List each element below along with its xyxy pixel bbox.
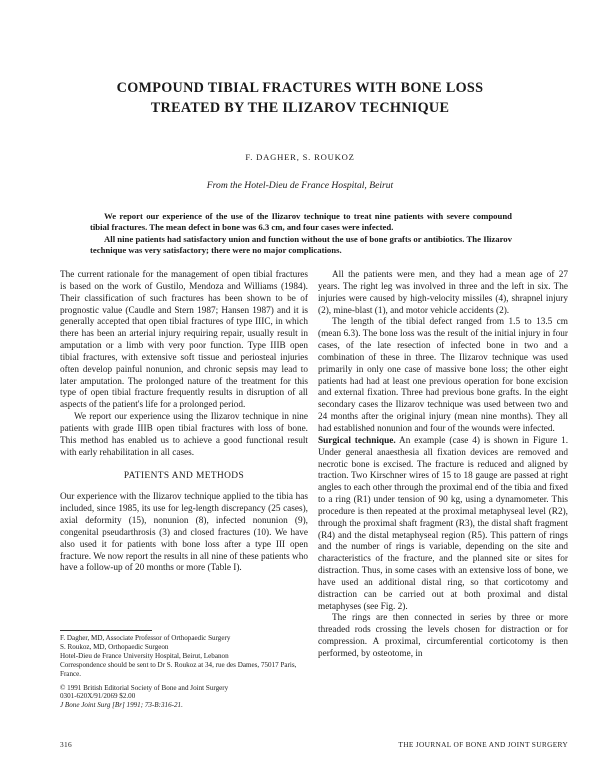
footnote-author-2: S. Roukoz, MD, Orthopaedic Surgeon	[60, 642, 169, 651]
footnote-author-1: F. Dagher, MD, Associate Professor of Orthopaedic Surgery	[60, 634, 231, 642]
journal-name: THE JOURNAL OF BONE AND JOINT SURGERY	[398, 740, 568, 749]
authors: F. DAGHER, S. ROUKOZ	[245, 152, 355, 162]
surgical-technique-label: Surgical technique.	[318, 435, 396, 446]
footnote-issn: 0301-620X/91/2069 $2.00	[60, 692, 136, 701]
footnote-copyright: © 1991 British Editorial Society of Bone and Joint Surgery	[60, 683, 229, 692]
right-column	[318, 270, 568, 661]
footnote-citation: J Bone Joint Surg [Br] 1991; 73-B:316-21.	[60, 701, 183, 710]
footnote-institution: Hotel-Dieu de France University Hospital, Beirut, Lebanon	[60, 651, 229, 660]
section-heading-patients-methods: PATIENTS AND METHODS	[123, 470, 245, 481]
intro-paragraph-1: The current rationale for the management of open tibial fractures is based on the work of Gustilo, Mendoza and Williams (1984). Their classification of such fractures has been shown to be of prognostic value (Caudle and Stern 1987; Hansen 1987) and it is generally accepted that open tibial fractures of type IIIC, in which there has been an arterial injury requiring repair, usually result in amputation or a limb with very poor function. Type IIIB open tibial fractures, with extensive soft tissue and periosteal injuries often develop painful nonunion, and chronic sepsis may lead to later amputation. The prolonged nature of the treatment for this type of open tibial fracture frequently results in disruption of all aspects of the patient's life for a prolonged period.	[60, 270, 308, 411]
abstract-paragraph-1: We report our experience of the use of the Ilizarov technique to treat nine patients with severe compound tibial fractures. The mean defect in bone was 6.3 cm, and four cases were infected.	[90, 211, 512, 233]
intro-paragraph-2: We report our experience using the Ilizarov technique in nine patients with grade IIIB open tibial fractures with loss of bone. This method has enabled us to achieve a good functional result with early rehabilitation in all cases.	[60, 412, 308, 458]
footnote-divider	[60, 630, 152, 631]
patients-paragraph-2: The length of the tibial defect ranged from 1.5 to 13.5 cm (mean 6.3). The bone loss was the result of the initial injury in four cases, of the late resection of infected bone in two and a combination of these in three. The Ilizarov technique was used primarily in only one case of massive bone loss; the other eight patients had had at least one previous operation for bone excision and external fixation. Three had previous bone grafts. In the eight secondary cases the Ilizarov technique was used between two and 24 months after the original injury (mean nine months). They all had established nonunion and four of the wounds were infected.	[318, 317, 568, 434]
page-number: 316	[60, 740, 72, 749]
affiliation: From the Hotel-Dieu de France Hospital, Beirut	[206, 180, 394, 191]
surgical-technique-paragraph	[318, 436, 568, 614]
rings-paragraph: The rings are then connected in series by three or more threaded rods crossing the levels chosen for distraction or for compression. A proximal, circumferential corticotomy is then performed, by osteotome, in	[318, 613, 568, 659]
abstract-paragraph-2: All nine patients had satisfactory union and function without the use of bone grafts or antibiotics. The Ilizarov technique was very satisfactory; there were no major complications.	[90, 233, 512, 255]
methods-paragraph-1: Our experience with the Ilizarov technique applied to the tibia has included, since 1985, its use for leg-length discrepancy (25 cases), axial deformity (15), nonunion (8), infected nonunion (9), congenital pseudarthrosis (3) and closed fractures (10). We have also used it for patients with bone loss after a type III open fracture. We now report the results in all nine of these patients who have a follow-up of 20 months or more (Table I).	[60, 492, 308, 574]
article-title-line-1: COMPOUND TIBIAL FRACTURES WITH BONE LOSS	[116, 80, 484, 96]
surgical-technique-text: An example (case 4) is shown in Figure 1. Under general anaesthesia all fixation devices are removed and necrotic bone is excised. The fracture is reduced and aligned by traction. Two Kirschner wires of 15 to 18 gauge are passed at right angles to each other through the proximal end of the tibia and fixed to a ring (R1) under tension of 90 kg, using a dynamometer. This procedure is then repeated at the proximal metaphyseal level (R2), through the proximal shaft fragment (R3), the distal shaft fragment (R4) and the distal metaphyseal region (R5). This pattern of rings and the number of rings is variable, depending on the site and characteristics of the fracture, and the planned site or sites for distraction. Thus, in some cases with an extensive loss of bone, we have used an additional distal ring, so that corticotomy and distraction can be carried out at both proximal and distal metaphyses (see Fig. 2).	[318, 435, 569, 612]
patients-paragraph-1: All the patients were men, and they had a mean age of 27 years. The right leg was involved in three and the left in six. The injuries were caused by high-velocity missiles (4), shrapnel injury (2), mine-blast (1), and motor vehicle accidents (2).	[318, 270, 568, 316]
footnote-correspondence: Correspondence should be sent to Dr S. Roukoz at 34, rue des Dames, 75017 Paris, France.	[60, 660, 297, 678]
footnotes	[60, 634, 308, 710]
article-title-line-2: TREATED BY THE ILIZAROV TECHNIQUE	[150, 100, 450, 116]
abstract	[90, 211, 512, 256]
left-column	[60, 270, 308, 575]
